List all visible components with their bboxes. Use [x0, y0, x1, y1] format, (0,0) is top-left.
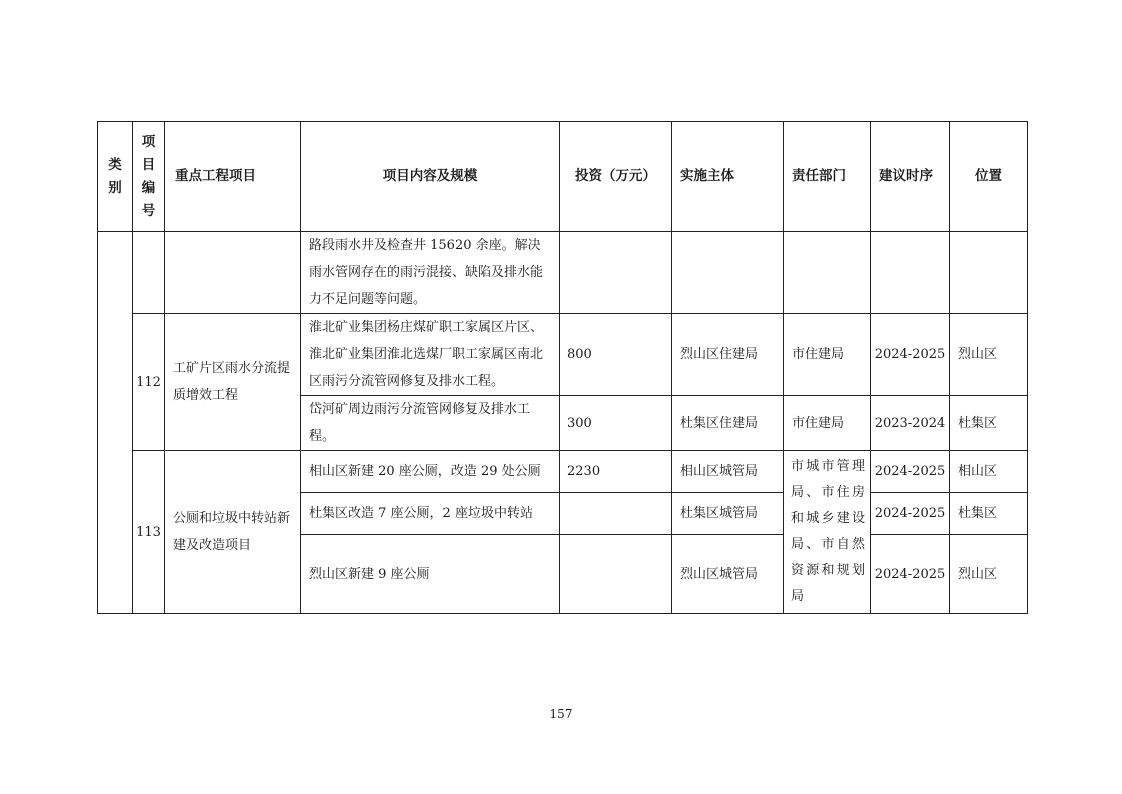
- content-cell: 烈山区新建 9 座公厕: [301, 535, 560, 614]
- investment-cell: [560, 232, 672, 314]
- header-location: 位置: [950, 122, 1028, 232]
- project-no-cell: 112: [133, 314, 165, 451]
- table-row: [98, 451, 1028, 493]
- department-cell: 市住建局: [784, 314, 871, 396]
- content-cell: 淮北矿业集团杨庄煤矿职工家属区片区、淮北矿业集团淮北选煤厂职工家属区南北区雨污分流管网修复及排水工程。: [301, 314, 560, 396]
- category-cell: [98, 232, 133, 614]
- investment-cell: 800: [560, 314, 672, 396]
- table-row: [98, 232, 1028, 314]
- content-cell: 路段雨水井及检查井 15620 余座。解决雨水管网存在的雨污混接、缺陷及排水能力不足问题等问题。: [301, 232, 560, 314]
- header-schedule: 建议时序: [871, 122, 950, 232]
- key-project-cell: 工矿片区雨水分流提质增效工程: [165, 314, 301, 451]
- implementer-cell: 杜集区城管局: [672, 493, 784, 535]
- investment-cell: [560, 493, 672, 535]
- key-project-cell: 公厕和垃圾中转站新建及改造项目: [165, 451, 301, 614]
- schedule-cell: 2023-2024: [871, 396, 950, 451]
- content-cell: 杜集区改造 7 座公厕，2 座垃圾中转站: [301, 493, 560, 535]
- implementer-cell: 烈山区城管局: [672, 535, 784, 614]
- investment-cell: [560, 535, 672, 614]
- location-cell: 烈山区: [950, 314, 1028, 396]
- implementer-cell: 杜集区住建局: [672, 396, 784, 451]
- content-cell: 相山区新建 20 座公厕，改造 29 处公厕: [301, 451, 560, 493]
- location-cell: [950, 232, 1028, 314]
- implementer-cell: 相山区城管局: [672, 451, 784, 493]
- header-key-project: 重点工程项目: [165, 122, 301, 232]
- schedule-cell: 2024-2025: [871, 314, 950, 396]
- header-content: 项目内容及规模: [301, 122, 560, 232]
- project-table: [97, 121, 1028, 614]
- investment-cell: 300: [560, 396, 672, 451]
- location-cell: 烈山区: [950, 535, 1028, 614]
- department-cell: 市住建局: [784, 396, 871, 451]
- schedule-cell: [871, 232, 950, 314]
- location-cell: 杜集区: [950, 493, 1028, 535]
- header-department: 责任部门: [784, 122, 871, 232]
- table-row: [98, 314, 1028, 396]
- project-no-cell: [133, 232, 165, 314]
- schedule-cell: 2024-2025: [871, 535, 950, 614]
- header-implementer: 实施主体: [672, 122, 784, 232]
- header-investment: 投资（万元）: [560, 122, 672, 232]
- key-project-cell: [165, 232, 301, 314]
- department-cell: 市城市管理局、市住房和城乡建设局、市自然资源和规划局: [784, 451, 871, 614]
- page-number: 157: [549, 707, 573, 721]
- location-cell: 杜集区: [950, 396, 1028, 451]
- header-row: [98, 122, 1028, 232]
- schedule-cell: 2024-2025: [871, 451, 950, 493]
- content-cell: 岱河矿周边雨污分流管网修复及排水工程。: [301, 396, 560, 451]
- header-category: 类 别: [98, 122, 133, 232]
- schedule-cell: 2024-2025: [871, 493, 950, 535]
- implementer-cell: 烈山区住建局: [672, 314, 784, 396]
- location-cell: 相山区: [950, 451, 1028, 493]
- department-cell: [784, 232, 871, 314]
- investment-cell: 2230: [560, 451, 672, 493]
- header-project-no: 项 目 编 号: [133, 122, 165, 232]
- implementer-cell: [672, 232, 784, 314]
- project-no-cell: 113: [133, 451, 165, 614]
